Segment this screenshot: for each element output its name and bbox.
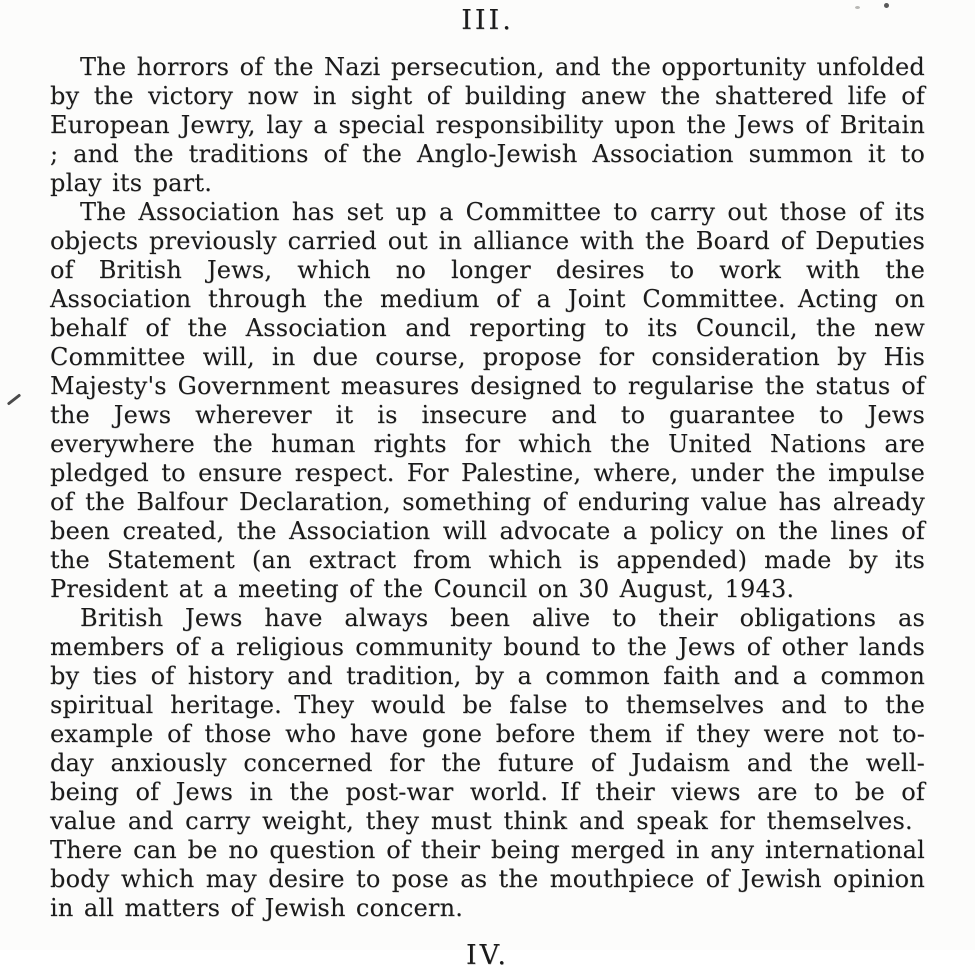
scan-artifact-dot: [884, 3, 889, 8]
paragraph-2: The Association has set up a Committee to carry out those of its objects previously carried out in alliance with the Board of Deputies of British Jews, which no longer desires to work with the Association through the medium of a Joint Committee. Acting on behalf of the Association and reporting to its Council, the new Committee will, in due course, propose for consideration by His Majesty's Government measures designed to regularise the status of the Jews wherever it is insecure and to guarantee to Jews everywhere the human rights for which the United Nations are pledged to ensure respect. For Palestine, where, under the impulse of the Balfour Declaration, something of enduring value has already been created, the Association will advocate a policy on the lines of the Statement (an extract from which is appended) made by its President at a meeting of the Council on 30 August, 1943.: [50, 198, 925, 603]
text-block: [50, 6, 925, 923]
scan-artifact-slash: [7, 393, 21, 405]
next-section-heading-clipped: IV.: [465, 940, 510, 971]
section-heading: III.: [461, 5, 514, 36]
scan-artifact-speck: [855, 6, 860, 9]
paragraph-3: British Jews have always been alive to their obligations as members of a religious community bound to the Jews of other lands by ties of history and tradition, by a common faith and a common spiritual heritage. They would be false to themselves and to the example of those who have gone before them if they were not to-day anxiously concerned for the future of Judaism and the well-being of Jews in the post-war world. If their views are to be of value and carry weight, they must think and speak for themselves. There can be no question of their being merged in any international body which may desire to pose as the mouthpiece of Jewish opinion in all matters of Jewish concern.: [50, 604, 925, 922]
paragraph-1: The horrors of the Nazi persecution, and the opportunity unfolded by the victory now in sight of building anew the shattered life of European Jewry, lay a special responsibility upon the Jews of Britain ; and the traditions of the Anglo-Jewish Association summon it to play its part.: [50, 53, 925, 197]
